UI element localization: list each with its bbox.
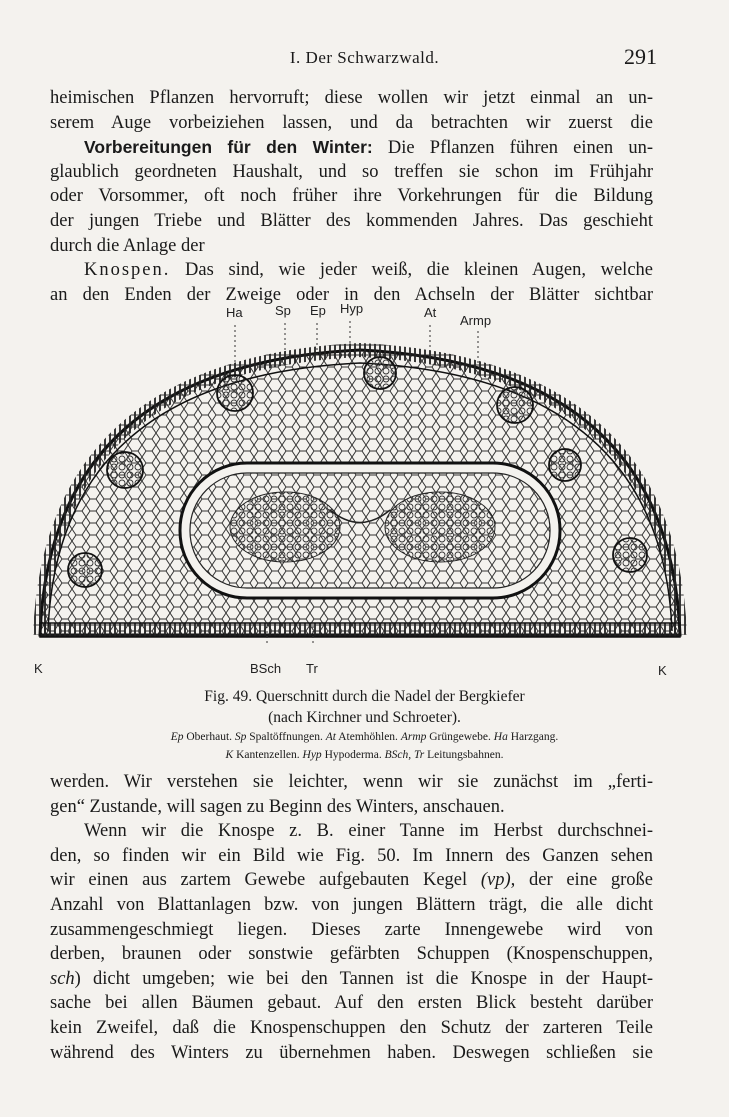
text-line: Wenn wir die Knospe z. B. einer Tanne im Herbst durchschnei- [84, 821, 653, 842]
text-line: kein Zweifel, daß die Knospenschuppen den Schutz der zarteren Teile [50, 1017, 653, 1038]
legend-text: Leitungsbahnen. [424, 749, 504, 761]
text-line: den, so finden wir ein Bild wie Fig. 50. Im Innern des Ganzen sehen [50, 845, 653, 866]
legend-text: Harzgang. [507, 731, 559, 743]
text-line: werden. Wir verstehen sie leichter, wenn wir sie zunächst im „ferti- [50, 772, 653, 792]
caption-legend-line [50, 728, 679, 746]
legend-text: Hypoderma. [321, 749, 385, 761]
legend-abbr: Ha [493, 731, 508, 743]
text-fragment: der eine große [515, 870, 653, 891]
legend-abbr: At [325, 731, 336, 743]
text-line: glaublich geordneten Haushalt, und so treffen sie schon im Frühjahr [50, 161, 653, 182]
section-heading-knospen: Knospen. [84, 260, 171, 281]
text-line: zusammengeschmiegt liegen. Dieses zarte Innengewebe wird von [50, 919, 653, 940]
label-k-right: K [658, 663, 667, 678]
text-line [50, 258, 653, 283]
italic-abbr-vp: (vp), [480, 870, 516, 891]
label-at: At [424, 305, 437, 320]
text-fragment: Die Pflanzen führen einen un- [372, 138, 653, 159]
text-line: sache bei allen Bäumen gebaut. Auf den ersten Blick besteht darüber [50, 993, 653, 1014]
text-line: durch die Anlage der [50, 235, 205, 256]
needle-cross-section-figure [30, 295, 690, 685]
legend-abbr: Hyp [302, 749, 322, 761]
legend-abbr: K [225, 749, 234, 761]
text-line: oder Vorsommer, oft noch früher ihre Vorkehrungen für die Bildung [50, 186, 653, 207]
legend-text: Kantenzellen. [233, 749, 303, 761]
vascular-cylinder [180, 463, 560, 598]
text-line [50, 868, 653, 893]
legend-abbr: Ep [170, 731, 184, 743]
text-line: derben, braunen oder sonstwie gefärbten Schuppen (Knospenschuppen, [50, 944, 653, 965]
legend-text: Oberhaut. [183, 731, 235, 743]
legend-abbr: BSch, [384, 749, 412, 761]
body-text-bottom [50, 770, 653, 1065]
running-head [0, 44, 729, 74]
figure-caption [50, 686, 679, 764]
legend-text: Spaltöffnungen. [246, 731, 326, 743]
text-fragment: wir einen aus zartem Gewebe aufgebauten Kegel [50, 870, 481, 891]
legend-text: Grüngewebe. [426, 731, 494, 743]
text-line: an den Enden der Zweige oder in den Achseln der Blätter sichtbar [50, 284, 653, 305]
label-sp: Sp [275, 303, 291, 318]
text-fragment: ) dicht umgeben; wie bei den Tannen ist die Knospe in der Haupt- [74, 968, 653, 989]
text-fragment: Das sind, wie jeder weiß, die kleinen Augen, welche [170, 260, 653, 281]
text-line: serem Auge vorbeiziehen lassen, und da betrachten wir zuerst die [50, 112, 653, 133]
caption-legend-line [50, 746, 679, 764]
label-tr: Tr [306, 661, 318, 676]
caption-title-line: (nach Kirchner und Schroeter). [268, 709, 461, 726]
text-line: der jungen Triebe und Blätter des kommenden Jahres. Das geschieht [50, 210, 653, 231]
running-title: I. Der Schwarzwald. [289, 48, 440, 67]
legend-abbr: Tr [411, 749, 425, 761]
legend-abbr: Sp [234, 731, 247, 743]
label-armp: Armp [460, 313, 492, 328]
label-k-left: K [34, 661, 43, 676]
text-line: heimischen Pflanzen hervorruft; diese wollen wir jetzt einmal an un- [50, 88, 653, 108]
label-ep: Ep [310, 303, 326, 318]
legend-text: Atemhöhlen. [335, 731, 401, 743]
body-text-top [50, 86, 653, 307]
label-ha: Ha [226, 305, 243, 320]
text-line [50, 967, 653, 992]
text-line [50, 135, 653, 160]
italic-abbr-sch: sch [50, 968, 75, 989]
page-number: 291 [624, 44, 657, 69]
caption-title-line: Fig. 49. Querschnitt durch die Nadel der Bergkiefer [204, 688, 525, 705]
text-line: gen“ Zustande, will sagen zu Beginn des Winters, anschauen. [50, 796, 505, 817]
section-heading-winter: Vorbereitungen für den Winter: [84, 137, 373, 158]
label-hyp: Hyp [340, 301, 364, 316]
legend-abbr: Armp [400, 731, 427, 743]
text-line: während des Winters zu übernehmen haben. Deswegen schließen sie [50, 1042, 653, 1063]
cross-section-drawing [30, 295, 690, 685]
text-line: Anzahl von Blattanlagen bzw. von jungen Blättern trägt, die alle dicht [50, 894, 653, 915]
label-bsch: BSch [250, 661, 282, 676]
